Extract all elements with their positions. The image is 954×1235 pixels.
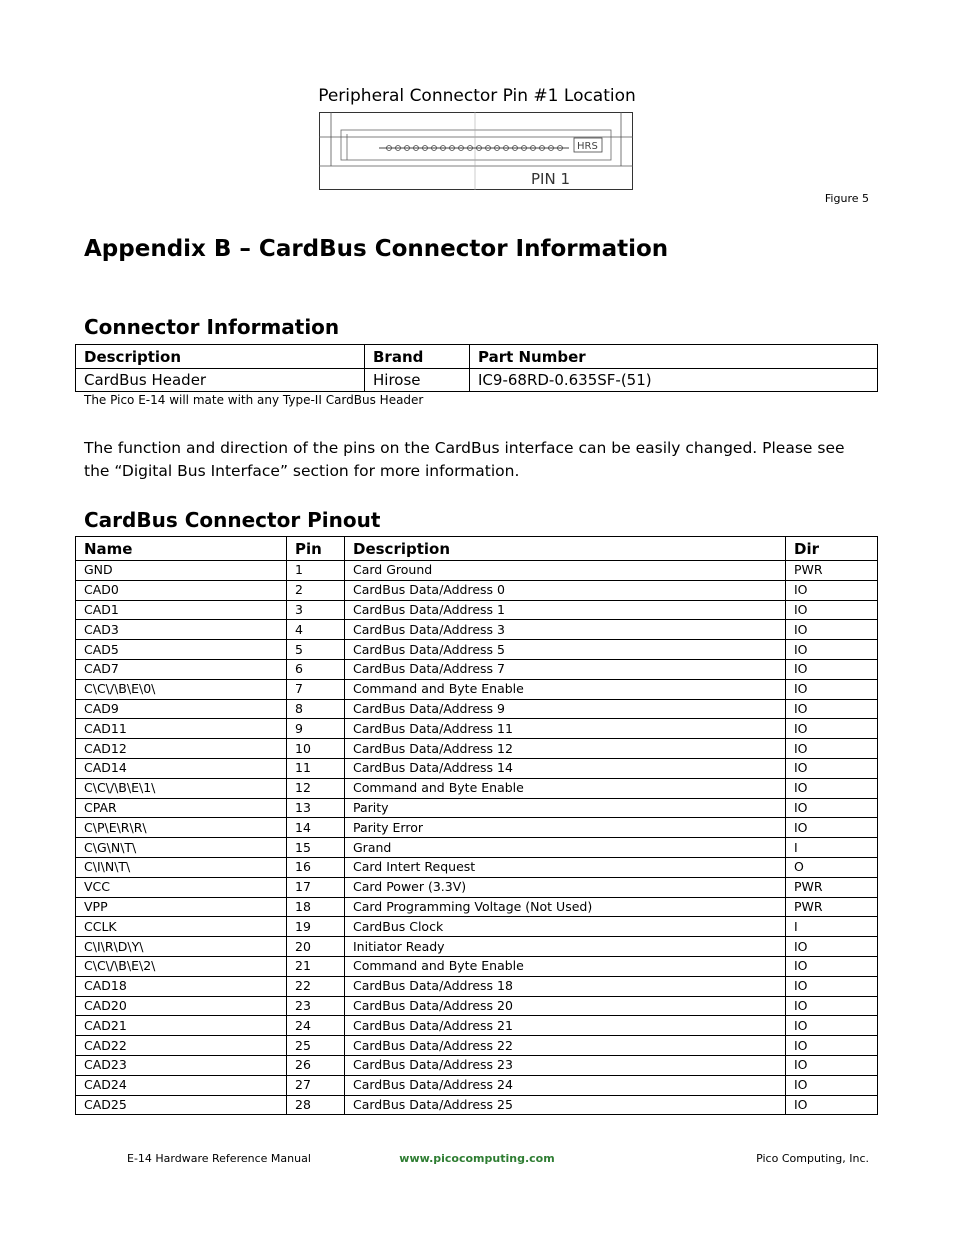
table-cell: IC9-68RD-0.635SF-(51) [470,369,878,392]
pin-direction-cell: IO [786,739,878,759]
connector-info-heading: Connector Information [84,315,340,339]
pin-number-cell: 28 [287,1095,345,1115]
pin-description-cell: Command and Byte Enable [345,679,786,699]
column-header: Dir [786,537,878,561]
pin-number-cell: 10 [287,739,345,759]
table-header-row [76,345,878,369]
pin-name-cell: CAD5 [76,640,287,660]
table-row [76,758,878,778]
pin-name-cell: CAD21 [76,1016,287,1036]
pin-name-cell: CAD24 [76,1075,287,1095]
pin-number-cell: 8 [287,699,345,719]
pin-direction-cell: IO [786,620,878,640]
pin-direction-cell: I [786,917,878,937]
pin-description-cell: CardBus Data/Address 3 [345,620,786,640]
pin-number-cell: 14 [287,818,345,838]
pin-description-cell: CardBus Data/Address 24 [345,1075,786,1095]
table-row [76,600,878,620]
table-row [76,739,878,759]
pin-name-cell: CAD0 [76,580,287,600]
pin-number-cell: 18 [287,897,345,917]
table-row [76,917,878,937]
pin-number-cell: 2 [287,580,345,600]
table-row [76,561,878,581]
pin-number-cell: 23 [287,996,345,1016]
pin-name-cell: C\I\N\T\ [76,857,287,877]
pin-description-cell: CardBus Data/Address 18 [345,976,786,996]
pin-number-cell: 26 [287,1055,345,1075]
table-row [76,699,878,719]
pin-description-cell: Card Intert Request [345,857,786,877]
footer-company: Pico Computing, Inc. [756,1152,869,1165]
table-row [76,1036,878,1056]
table-row [76,659,878,679]
pin-name-cell: C\C\/\B\E\0\ [76,679,287,699]
pin-name-cell: CAD1 [76,600,287,620]
pin-number-cell: 27 [287,1075,345,1095]
pin-description-cell: CardBus Data/Address 12 [345,739,786,759]
pin-name-cell: CAD25 [76,1095,287,1115]
figure-number: Figure 5 [824,192,869,205]
table-row [76,679,878,699]
figure-caption: Peripheral Connector Pin #1 Location [318,86,636,106]
pin-description-cell: Card Power (3.3V) [345,877,786,897]
pin-direction-cell: IO [786,1095,878,1115]
pin-number-cell: 24 [287,1016,345,1036]
table-row [76,719,878,739]
pin-direction-cell: IO [786,937,878,957]
connector-note: The Pico E-14 will mate with any Type-II CardBus Header [84,393,424,407]
pin-description-cell: CardBus Data/Address 9 [345,699,786,719]
column-header: Description [76,345,365,369]
pin-direction-cell: PWR [786,877,878,897]
table-row [76,369,878,392]
pin-number-cell: 6 [287,659,345,679]
table-cell: CardBus Header [76,369,365,392]
pin-direction-cell: IO [786,719,878,739]
table-row [76,778,878,798]
connector-info-table [75,344,878,392]
footer-website-link[interactable]: www.picocomputing.com [399,1152,555,1165]
pin-number-cell: 11 [287,758,345,778]
pin-name-cell: CAD3 [76,620,287,640]
pin-description-cell: Command and Byte Enable [345,778,786,798]
column-header: Brand [365,345,470,369]
pin-description-cell: Parity [345,798,786,818]
pin-number-cell: 9 [287,719,345,739]
table-row [76,976,878,996]
table-row [76,798,878,818]
pin-description-cell: CardBus Data/Address 14 [345,758,786,778]
table-header-row [76,537,878,561]
pin-number-cell: 1 [287,561,345,581]
column-header: Pin [287,537,345,561]
pin-name-cell: CPAR [76,798,287,818]
pin-description-cell: CardBus Data/Address 1 [345,600,786,620]
pin-name-cell: C\C\/\B\E\2\ [76,956,287,976]
pin-description-cell: CardBus Data/Address 11 [345,719,786,739]
pin-description-cell: Initiator Ready [345,937,786,957]
table-row [76,1016,878,1036]
pin-description-cell: CardBus Data/Address 0 [345,580,786,600]
pinout-heading: CardBus Connector Pinout [84,508,381,532]
pin-description-cell: Card Ground [345,561,786,581]
pin-name-cell: VPP [76,897,287,917]
pin-direction-cell: IO [786,1055,878,1075]
pin-direction-cell: IO [786,580,878,600]
pin-description-cell: CardBus Data/Address 23 [345,1055,786,1075]
pin-direction-cell: PWR [786,897,878,917]
pin-direction-cell: IO [786,659,878,679]
table-row [76,937,878,957]
table-row [76,620,878,640]
pin-number-cell: 4 [287,620,345,640]
pin-direction-cell: IO [786,1036,878,1056]
pin-name-cell: CAD7 [76,659,287,679]
pin-number-cell: 12 [287,778,345,798]
column-header: Part Number [470,345,878,369]
pin-name-cell: C\P\E\R\R\ [76,818,287,838]
pin-direction-cell: PWR [786,561,878,581]
hrs-mark: HRS [577,141,598,152]
table-row [76,838,878,858]
pin-direction-cell: IO [786,699,878,719]
pin-direction-cell: IO [786,679,878,699]
pin-direction-cell: IO [786,996,878,1016]
pin-name-cell: CAD9 [76,699,287,719]
table-row [76,1075,878,1095]
pin-number-cell: 22 [287,976,345,996]
pinout-table [75,536,878,1115]
pin-number-cell: 15 [287,838,345,858]
pin1-label: PIN 1 [531,170,571,188]
pin-name-cell: VCC [76,877,287,897]
pin-name-cell: C\C\/\B\E\1\ [76,778,287,798]
pin-name-cell: CAD12 [76,739,287,759]
pin-direction-cell: IO [786,640,878,660]
footer-manual-title: E-14 Hardware Reference Manual [127,1152,311,1165]
pin-number-cell: 3 [287,600,345,620]
pin-name-cell: C\I\R\D\Y\ [76,937,287,957]
pin-name-cell: CAD18 [76,976,287,996]
pin-direction-cell: IO [786,778,878,798]
pin-direction-cell: IO [786,758,878,778]
table-row [76,1055,878,1075]
pin-number-cell: 21 [287,956,345,976]
pin-description-cell: CardBus Data/Address 22 [345,1036,786,1056]
column-header: Name [76,537,287,561]
column-header: Description [345,537,786,561]
pin-direction-cell: IO [786,956,878,976]
pin-number-cell: 20 [287,937,345,957]
pin-name-cell: CAD20 [76,996,287,1016]
pin-description-cell: Grand [345,838,786,858]
pin-description-cell: CardBus Data/Address 20 [345,996,786,1016]
pin-description-cell: CardBus Data/Address 7 [345,659,786,679]
table-row [76,956,878,976]
table-row [76,897,878,917]
pin-direction-cell: IO [786,798,878,818]
table-row [76,640,878,660]
pin-number-cell: 7 [287,679,345,699]
pin-description-cell: Card Programming Voltage (Not Used) [345,897,786,917]
pin-description-cell: CardBus Data/Address 21 [345,1016,786,1036]
pin-description-cell: Parity Error [345,818,786,838]
intro-paragraph: The function and direction of the pins on the CardBus interface can be easily changed. Please see the “Digital Bus Interface” section for more information. [84,439,845,480]
table-row [76,877,878,897]
pin-number-cell: 13 [287,798,345,818]
pin-name-cell: CAD23 [76,1055,287,1075]
pin-number-cell: 25 [287,1036,345,1056]
pin-direction-cell: IO [786,818,878,838]
pin-name-cell: CAD22 [76,1036,287,1056]
pin-description-cell: CardBus Clock [345,917,786,937]
pin-name-cell: GND [76,561,287,581]
table-row [76,996,878,1016]
pin-number-cell: 17 [287,877,345,897]
table-cell: Hirose [365,369,470,392]
pin-number-cell: 5 [287,640,345,660]
pin-direction-cell: IO [786,600,878,620]
pin-name-cell: CCLK [76,917,287,937]
pin-description-cell: CardBus Data/Address 5 [345,640,786,660]
pin-direction-cell: I [786,838,878,858]
pin-direction-cell: O [786,857,878,877]
pin-direction-cell: IO [786,1016,878,1036]
pin-number-cell: 19 [287,917,345,937]
table-row [76,580,878,600]
pin-name-cell: CAD11 [76,719,287,739]
table-row [76,857,878,877]
table-row [76,1095,878,1115]
pin-name-cell: CAD14 [76,758,287,778]
pin-direction-cell: IO [786,1075,878,1095]
pin-description-cell: Command and Byte Enable [345,956,786,976]
table-row [76,818,878,838]
pin-description-cell: CardBus Data/Address 25 [345,1095,786,1115]
connector-diagram [319,112,633,190]
pin-number-cell: 16 [287,857,345,877]
pin-name-cell: C\G\N\T\ [76,838,287,858]
appendix-title: Appendix B – CardBus Connector Information [84,236,669,262]
pin-direction-cell: IO [786,976,878,996]
